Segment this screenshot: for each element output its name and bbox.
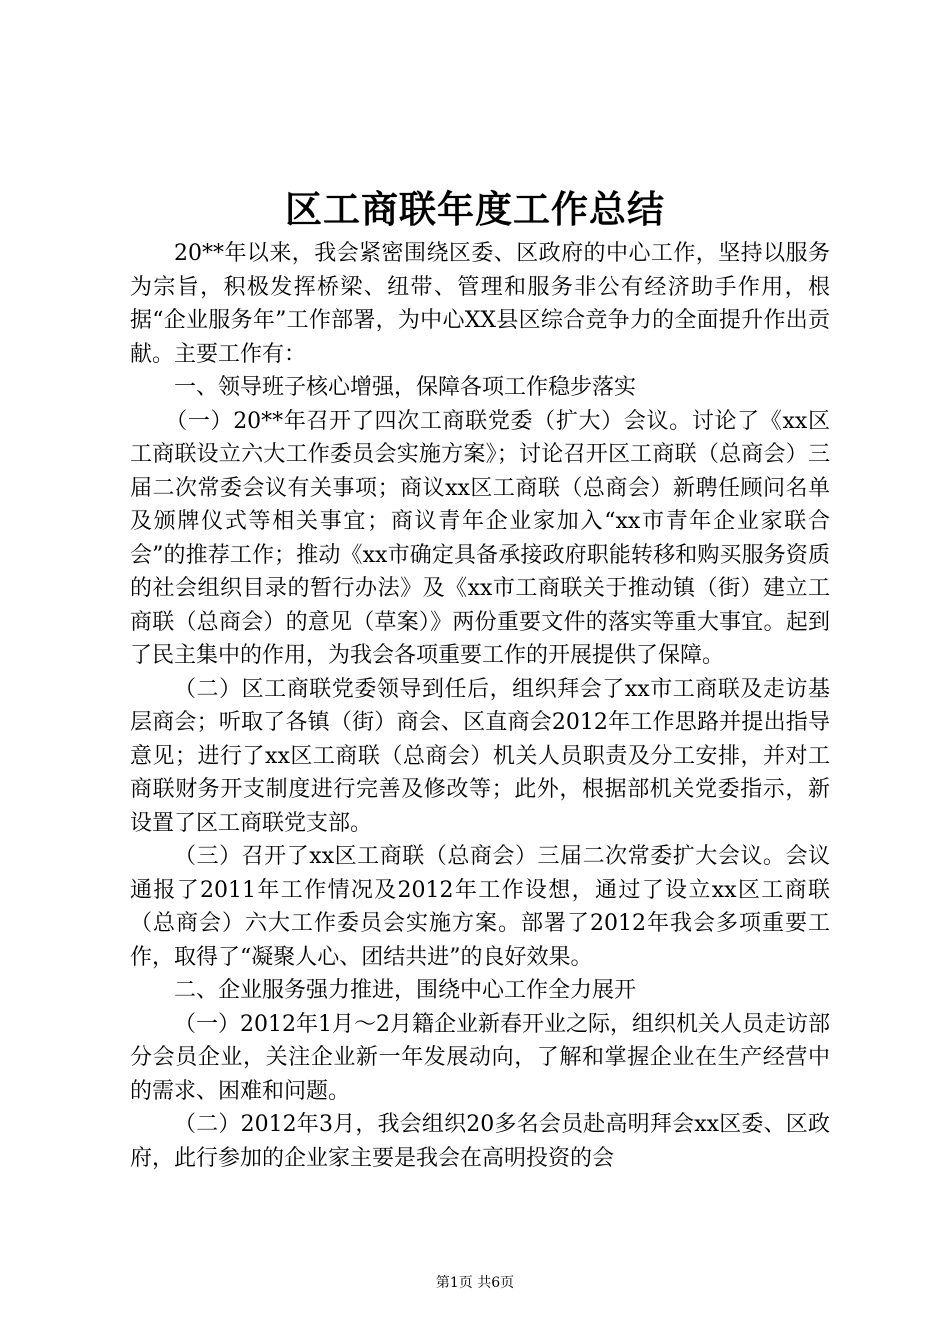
paragraph-2-2: （二）2012年3月，我会组织20多名会员赴高明拜会xx区委、区政府，此行参加的企业家主要是我会在高明投资的会 <box>130 1112 830 1171</box>
section-heading-2: 二、企业服务强力推进，围绕中心工作全力展开 <box>174 978 637 1003</box>
document-title: 区工商联年度工作总结 <box>285 187 665 231</box>
document-body <box>130 237 830 1175</box>
page-footer: 第1页 共6页 <box>435 1275 515 1291</box>
section-heading-1: 一、领导班子核心增强，保障各项工作稳步落实 <box>174 375 637 400</box>
paragraph-1-1: （一）20**年召开了四次工商联党委（扩大）会议。讨论了《xx区工商联设立六大工作委员会实施方案》；讨论召开区工商联（总商会）三届二次常委会议有关事项；商议xx区工商联（总商会）新聘任顾问名单及颁牌仪式等相关事宜；商议青年企业家加入“xx市青年企业家联合会”的推荐工作；推动《xx市确定具备承接政府职能转移和购买服务资质的社会组织目录的暂行办法》及《xx市工商联关于推动镇（街）建立工商联（总商会）的意见（草案）》两份重要文件的落实等重大事宜。起到了民主集中的作用，为我会各项重要工作的开展提供了保障。 <box>130 408 830 668</box>
paragraph-2-1: （一）2012年1月～2月籍企业新春开业之际，组织机关人员走访部分会员企业，关注企业新一年发展动向，了解和掌握企业在生产经营中的需求、困难和问题。 <box>130 1011 830 1104</box>
intro-paragraph: 20**年以来，我会紧密围绕区委、区政府的中心工作，坚持以服务为宗旨，积极发挥桥梁、纽带、管理和服务非公有经济助手作用，根据“企业服务年”工作部署，为中心XX县区综合竞争力的全面提升作出贡献。主要工作有： <box>130 241 830 367</box>
paragraph-1-3: （三）召开了xx区工商联（总商会）三届二次常委扩大会议。会议通报了2011年工作情况及2012年工作设想，通过了设立xx区工商联（总商会）六大工作委员会实施方案。部署了2012年我会多项重要工作，取得了“凝聚人心、团结共进”的良好效果。 <box>130 844 830 970</box>
paragraph-1-2: （二）区工商联党委领导到任后，组织拜会了xx市工商联及走访基层商会；听取了各镇（街）商会、区直商会2012年工作思路并提出指导意见；进行了xx区工商联（总商会）机关人员职责及分工安排，并对工商联财务开支制度进行完善及修改等；此外，根据部机关党委指示，新设置了区工商联党支部。 <box>130 676 830 836</box>
